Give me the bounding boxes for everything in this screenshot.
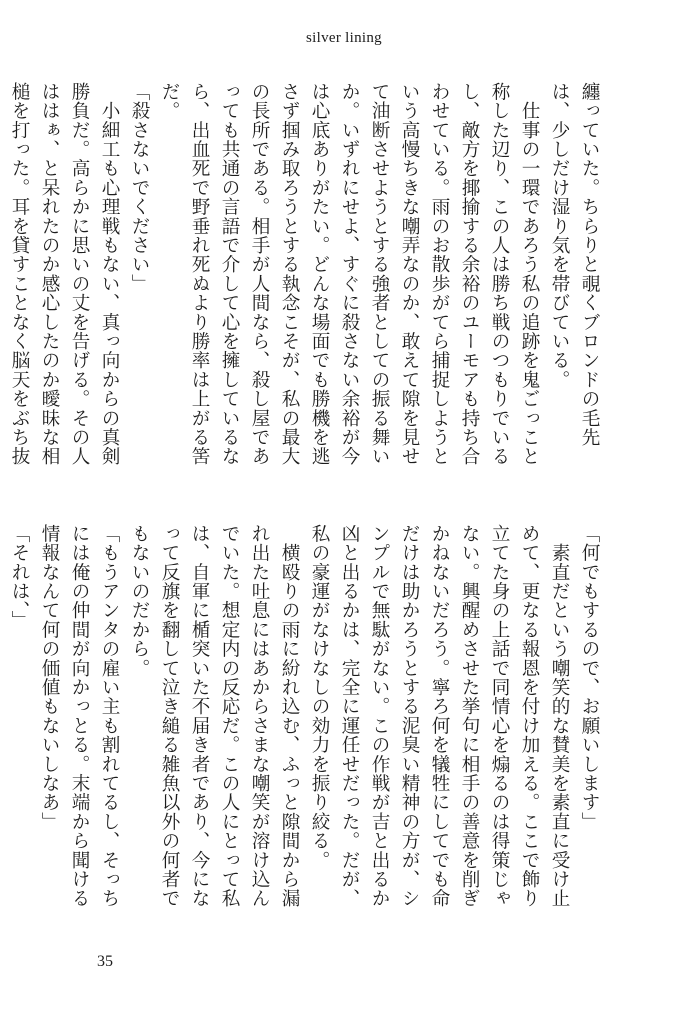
paragraph: 仕事の一環であろう私の追跡を鬼ごっこと称した辺り、この人は勝ち戦のつもりでいるし、敵方を揶揄する余裕のユーモアも持ち合わせている。雨のお散歩がてら捕捉しようという高慢ちきな嘲弄なのか、敢えて隙を見せて油断させようとする強者としての振る舞いか。いずれにせよ、すぐに殺さない余裕が今は心底ありがたい。どんな場面でも勝機を逃さず掴み取ろうとする執念こそが、私の最大の長所である。相手が人間なら、殺し屋であっても共通の言語で介して心を擁しているなら、出血死で野垂れ死ぬより勝率は上がる筈だ。 (159, 82, 540, 466)
bottom-text-column (9, 524, 604, 922)
top-text-column (9, 82, 604, 480)
paragraph: 横殴りの雨に紛れ込む、ふっと隙間から漏れ出た吐息にはあからさまな嘲笑が溶け込んでいた。想定内の反応だ。この人にとって私は、自軍に楯突いた不届き者であり、今になって反旗を翻して泣き縋る雑魚以外の何者でもないのだから。 (129, 524, 300, 908)
page-number: 35 (97, 953, 113, 970)
paragraph: 小細工も心理戦もない、真っ向からの真剣勝負だ。高らかに思いの丈を告げる。その人ははぁ、と呆れたのか感心したのか曖昧な相槌を打った。耳を貸すことなく脳天をぶち抜 (9, 82, 120, 466)
paragraph: 素直だという嘲笑的な賛美を素直に受け止めて、更なる報恩を付け加える。ここで飾り立てた身の上話で同情心を煽るのは得策じゃない。興醒めさせた挙句に相手の善意を削ぎかねないだろう。寧ろ何を犠牲にしてでも命だけは助かろうとする泥臭い精神の方が、シンプルで無駄がない。この作戦が吉と出るか凶と出るかは、完全に運任せだった。だが、私の豪運がなけなしの効力を振り絞る。 (309, 524, 570, 908)
paragraph: 纏っていた。ちらりと覗くブロンドの毛先は、少しだけ湿り気を帯びている。 (549, 82, 600, 447)
running-head-title: silver lining (306, 30, 382, 46)
dialogue-line (0, 524, 4, 922)
dialogue-line: 「もうアンタの雇い主も割れてるし、そっちには俺の仲間が向かっとる。末端から聞ける情報なんて何の価値もないしなあ」 (39, 524, 120, 908)
dialogue-line: 「殺さないでください」 (129, 82, 150, 294)
dialogue-line: 「何でもするので、お願いします」 (579, 524, 600, 832)
dialogue-line: 「それは、」 (9, 524, 30, 630)
